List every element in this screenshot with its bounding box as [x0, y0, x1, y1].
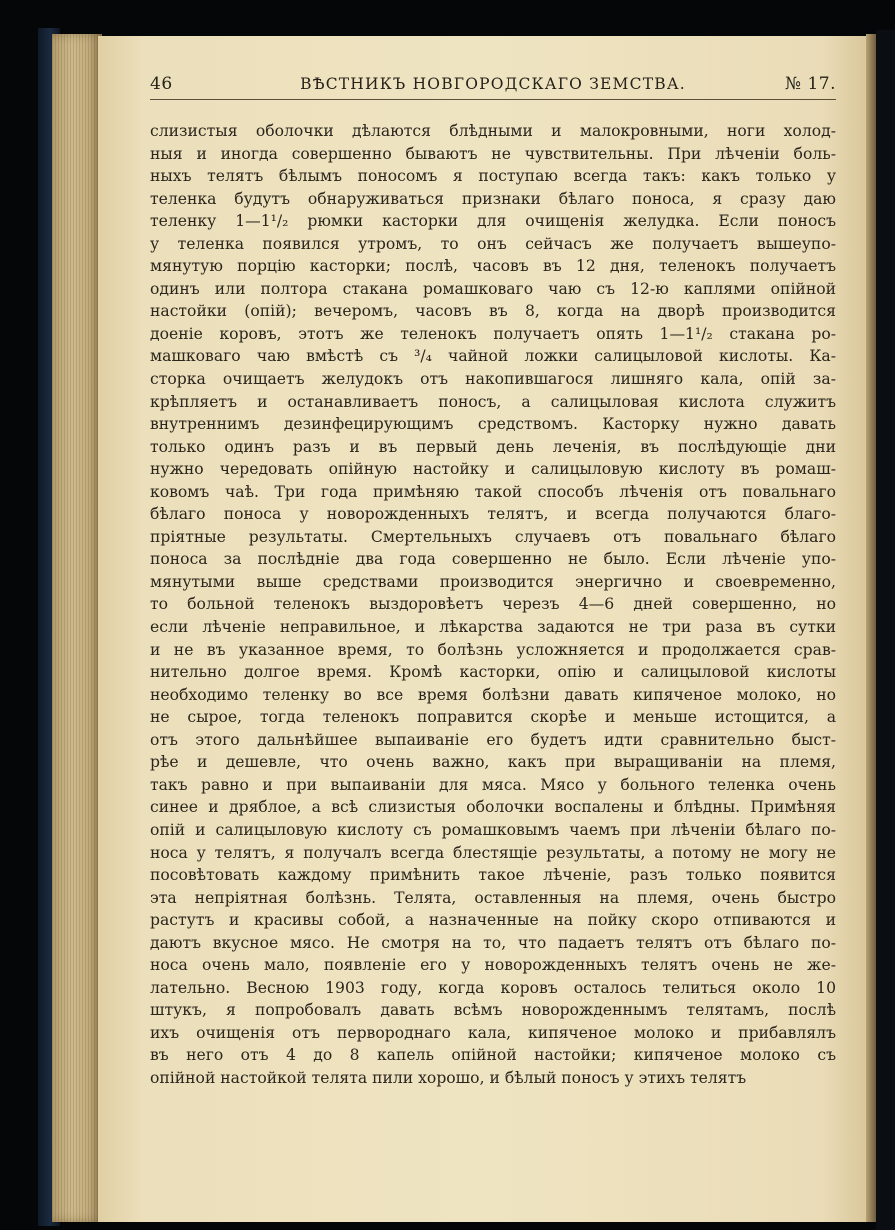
text-line: штукъ, я попробовалъ давать всѣмъ новорожденнымъ телятамъ, послѣ	[150, 1001, 836, 1020]
text-line: сторка очищаетъ желудокъ отъ накопившагося лишняго кала, опій за-	[150, 370, 836, 389]
text-line: даютъ вкусное мясо. Не смотря на то, что падаетъ телятъ отъ бѣлаго по-	[150, 933, 836, 952]
running-head	[150, 74, 836, 100]
text-line: ныя и иногда совершенно бываютъ не чувствительны. При лѣченіи боль-	[150, 144, 836, 163]
text-line: нужно чередовать опійную настойку и салицыловую кислоту въ ромаш-	[150, 460, 836, 479]
text-line: поноса за послѣдніе два года совершенно не было. Если лѣченіе упо-	[150, 550, 836, 569]
text-line: мянутыми выше средствами производится энергично и своевременно,	[150, 572, 836, 591]
text-line: слизистыя оболочки дѣлаются блѣдными и малокровными, ноги холод-	[150, 122, 836, 140]
text-line: у теленка появился утромъ, то онъ сейчасъ же получаетъ вышеупо-	[150, 234, 836, 253]
text-line: носа у телятъ, я получалъ всегда блестящіе результаты, а потому не могу не	[150, 843, 836, 862]
text-line: рѣе и дешевле, что очень важно, какъ при выращиваніи на племя,	[150, 753, 836, 772]
header-rule	[150, 99, 836, 100]
text-line: теленку 1—1¹/₂ рюмки касторки для очищенія желудка. Если поносъ	[150, 212, 836, 231]
text-line: необходимо теленку во все время болѣзни давать кипяченое молоко, но	[150, 685, 836, 704]
text-line: эта непріятная болѣзнь. Телята, оставленныя на племя, очень быстро	[150, 888, 836, 907]
text-line: ковомъ чаѣ. Три года примѣняю такой способъ лѣченія отъ повальнаго	[150, 482, 836, 501]
text-line: настойки (опій); вечеромъ, часовъ въ 8, когда на дворѣ производится	[150, 302, 836, 321]
text-line: посовѣтовать каждому примѣнить такое лѣченіе, разъ только появится	[150, 866, 836, 885]
text-line: бѣлаго поноса у новорожденныхъ телятъ, и всегда получаются благо-	[150, 505, 836, 524]
text-line: опійной настойкой телята пили хорошо, и бѣлый поносъ у этихъ телятъ	[150, 1068, 747, 1087]
article-body	[150, 120, 836, 1090]
text-line: опій и салицыловую кислоту съ ромашковымъ чаемъ при лѣченіи бѣлаго по-	[150, 820, 836, 839]
text-line: крѣпляетъ и останавливаетъ поносъ, а салицыловая кислота служитъ	[150, 392, 836, 411]
text-line: если лѣченіе неправильное, и лѣкарства задаются не три раза въ сутки	[150, 618, 836, 637]
text-line: отъ этого дальнѣйшее выпаиваніе его будетъ идти сравнительно быст-	[150, 730, 836, 749]
text-line: машковаго чаю вмѣстѣ съ ³/₄ чайной ложки салицыловой кислоты. Ка-	[150, 347, 836, 366]
text-line: носа очень мало, появленіе его у новорожденныхъ телятъ очень не же-	[150, 956, 836, 975]
text-line: ныхъ телятъ бѣлымъ поносомъ я поступаю всегда такъ: какъ только у	[150, 167, 836, 186]
text-line: въ него отъ 4 до 8 капель опійной настойки; кипяченое молоко съ	[150, 1046, 836, 1065]
text-line: и не въ указанное время, то болѣзнь усложняется и продолжается срав-	[150, 640, 836, 659]
text-line: такъ равно и при выпаиваніи для мяса. Мясо у больного теленка очень	[150, 775, 836, 794]
text-line: внутреннимъ дезинфецирующимъ средствомъ. Касторку нужно давать	[150, 415, 836, 434]
journal-title: ВѢСТНИКЪ НОВГОРОДСКАГО ЗЕМСТВА.	[300, 75, 686, 93]
text-line: пріятные результаты. Смертельныхъ случаевъ отъ повальнаго бѣлаго	[150, 527, 836, 546]
text-line: ихъ очищенія отъ первороднаго кала, кипяченое молоко и прибавлялъ	[150, 1023, 836, 1042]
text-line: теленка будутъ обнаруживаться признаки бѣлаго поноса, я сразу даю	[150, 189, 836, 208]
page-number: 46	[150, 74, 173, 94]
text-line: лательно. Весною 1903 году, когда коровъ осталось телиться около 10	[150, 978, 836, 997]
text-line: не сырое, тогда теленокъ поправится скорѣе и меньше истощится, а	[150, 708, 836, 727]
text-line: доеніе коровъ, этотъ же теленокъ получаетъ опять 1—1¹/₂ стакана ро-	[150, 324, 836, 343]
text-line: одинъ или полтора стакана ромашковаго чаю съ 12-ю каплями опійной	[150, 279, 836, 298]
text-line: то больной теленокъ выздоровѣетъ черезъ 4—6 дней совершенно, но	[150, 595, 836, 614]
issue-number: № 17.	[784, 74, 836, 94]
page-stack-edge	[52, 34, 102, 1222]
text-line: только одинъ разъ и въ первый день леченія, въ послѣдующіе дни	[150, 437, 836, 456]
text-line: мянутую порцію касторки; послѣ, часовъ въ 12 дня, теленокъ получаетъ	[150, 257, 836, 276]
text-line: синее и дряблое, а всѣ слизистыя оболочки воспалены и блѣдны. Примѣняя	[150, 798, 836, 817]
facing-cover-edge	[876, 30, 895, 1230]
text-line: нительно долгое время. Кромѣ касторки, опію и салицыловой кислоты	[150, 663, 836, 682]
page-gutter-shadow	[866, 34, 876, 1222]
text-line: растутъ и красивы собой, а назначенные на пойку скоро отпиваются и	[150, 911, 836, 930]
